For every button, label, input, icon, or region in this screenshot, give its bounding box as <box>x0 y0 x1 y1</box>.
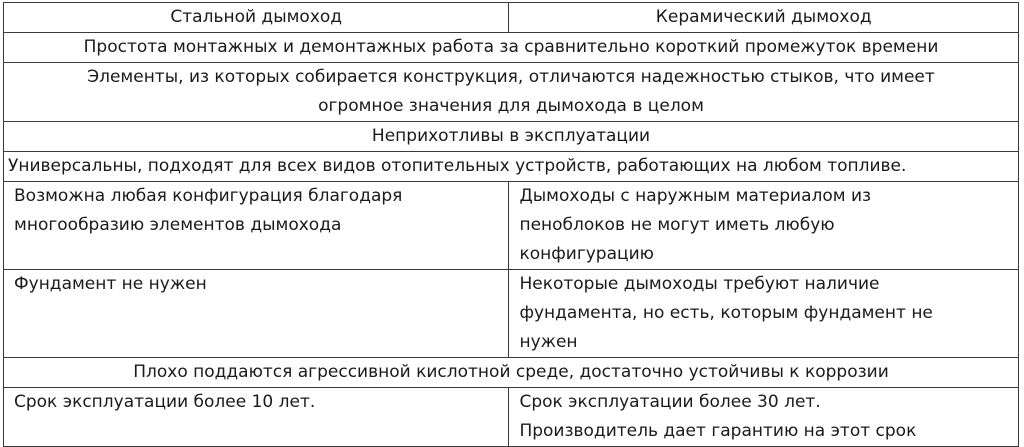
comparison-table <box>3 2 1019 447</box>
row-unpretentious: Неприхотливы в эксплуатации <box>4 122 1019 152</box>
row-lifetime-ceramic <box>509 388 1019 447</box>
row-joint-reliability-line1: Элементы, из которых собирается конструкция, отличаются надежностью стыков, что имеет <box>87 67 935 87</box>
table-row <box>4 152 1019 182</box>
config-ceramic-line2: пеноблоков не могут иметь любую <box>519 215 835 235</box>
table-row <box>4 358 1019 388</box>
row-joint-reliability <box>4 63 1019 122</box>
row-joint-reliability-line2: огромное значения для дымохода в целом <box>318 96 704 116</box>
table-row <box>4 63 1019 122</box>
lifetime-ceramic-line2: Производитель дает гарантию на этот срок <box>519 421 917 441</box>
row-lifetime-steel: Срок эксплуатации более 10 лет. <box>4 388 509 447</box>
config-steel-line2: многообразию элементов дымохода <box>14 215 342 235</box>
config-ceramic-line3: конфигурацию <box>519 244 654 264</box>
header-row <box>4 3 1019 33</box>
row-foundation-ceramic <box>509 270 1019 358</box>
table-row <box>4 388 1019 447</box>
table-row <box>4 33 1019 63</box>
config-steel-line1: Возможна любая конфигурация благодаря <box>14 186 403 206</box>
lifetime-ceramic-line1: Срок эксплуатации более 30 лет. <box>519 392 821 412</box>
table-row <box>4 122 1019 152</box>
row-easy-install: Простота монтажных и демонтажных работа за сравнительно короткий промежуток времени <box>4 33 1019 63</box>
row-universal: Универсальны, подходят для всех видов отопительных устройств, работающих на любом топливе. <box>4 152 1019 182</box>
row-acid-resistance: Плохо поддаются агрессивной кислотной среде, достаточно устойчивы к коррозии <box>4 358 1019 388</box>
row-foundation-steel: Фундамент не нужен <box>4 270 509 358</box>
row-config-steel <box>4 182 509 270</box>
foundation-ceramic-line2: фундамента, но есть, которым фундамент не <box>519 303 933 323</box>
foundation-ceramic-line1: Некоторые дымоходы требуют наличие <box>519 274 880 294</box>
foundation-ceramic-line3: нужен <box>519 332 578 352</box>
header-steel: Стальной дымоход <box>4 3 509 33</box>
table-row <box>4 270 1019 358</box>
table-row <box>4 182 1019 270</box>
config-ceramic-line1: Дымоходы с наружным материалом из <box>519 186 872 206</box>
row-config-ceramic <box>509 182 1019 270</box>
header-ceramic: Керамический дымоход <box>509 3 1019 33</box>
